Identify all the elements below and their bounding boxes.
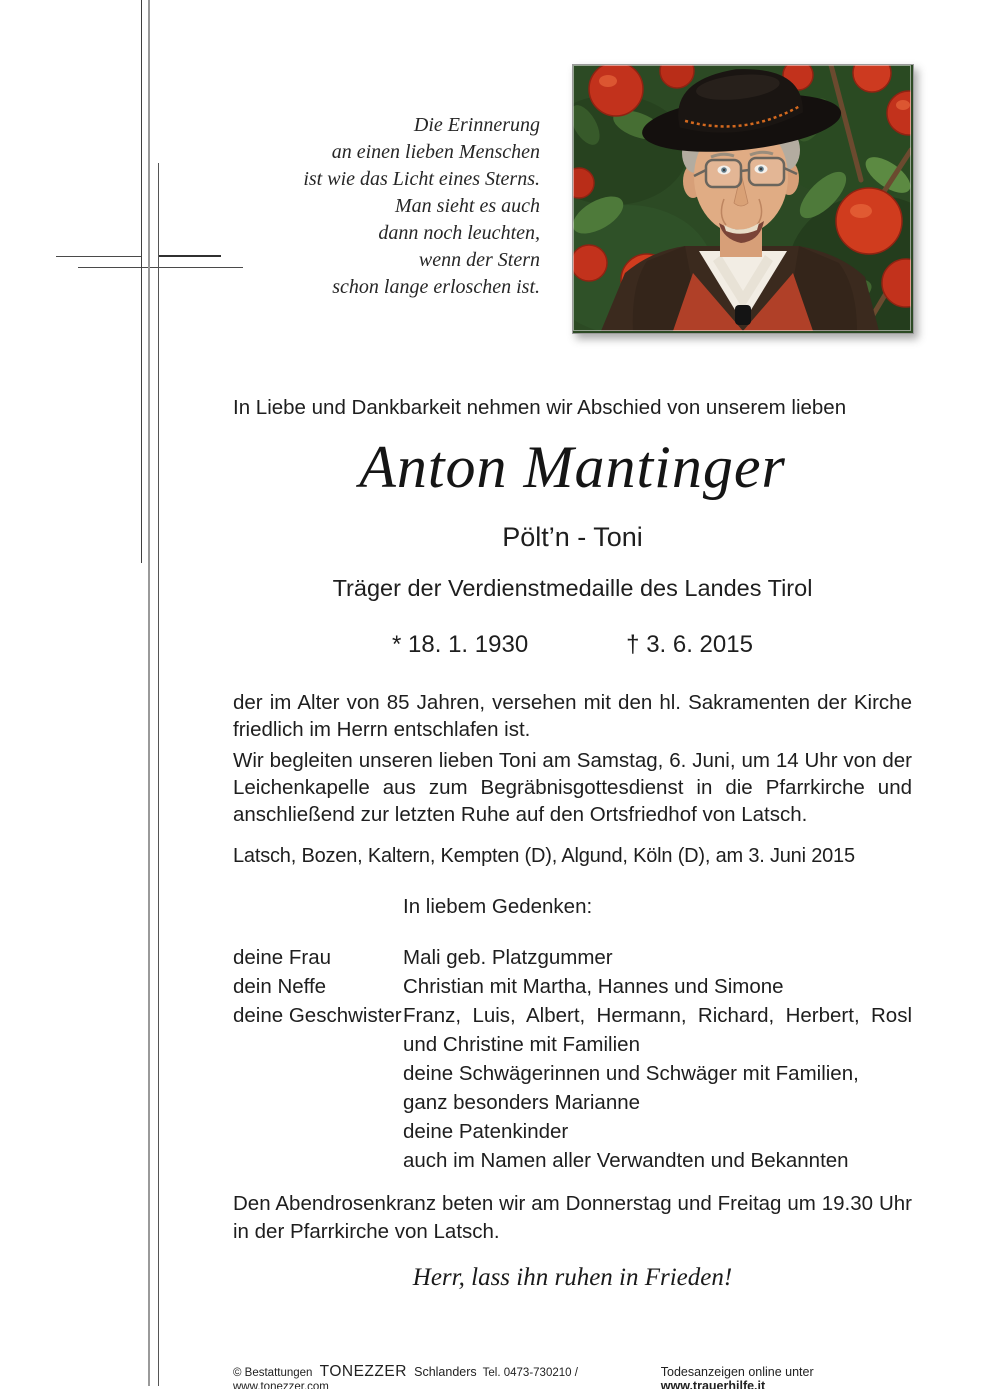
poem-line: ist wie das Licht eines Sterns. [303,168,540,190]
family-names: Mali geb. Platzgummer [403,946,613,969]
family-row [233,1146,912,1175]
life-dates [233,631,912,659]
family-relation: deine Geschwister [233,1004,402,1027]
family-relation: deine Frau [233,946,332,969]
family-names: Christian mit Martha, Hannes und Simone [403,975,784,998]
family-row [233,972,912,1001]
family-row [233,1059,912,1088]
poem-line: an einen lieben Menschen [331,141,540,163]
cross-arm-left-line [56,256,141,257]
cross-arm-right-line [159,255,221,257]
footer-copyright: © Bestattungen [233,1367,313,1379]
family-names: deine Schwägerinnen und Schwäger mit Familien, [403,1062,859,1085]
footer-contact: Tel. 0473-730210 / www.tonezzer.com [233,1367,578,1389]
footer-left [233,1363,661,1389]
family-relation [233,1146,403,1175]
footer-right [661,1365,912,1389]
intro-line: In Liebe und Dankbarkeit nehmen wir Abschied von unserem lieben [233,396,847,419]
family-row [233,1088,912,1117]
cross-vertical-accent-line [158,163,159,1386]
cross-vertical-short-line [141,0,142,563]
rosary-note: Den Abendrosenkranz beten wir am Donnerstag und Freitag um 19.30 Uhr in der Pfarrkirche von Latsch. [233,1192,912,1243]
footer-location: Schlanders [414,1365,477,1379]
family-names: ganz besonders Marianne [403,1091,641,1114]
birth-date: * 18. 1. 1930 [392,631,529,658]
family-relation: dein Neffe [233,975,327,998]
poem-line: Man sieht es auch [395,195,540,217]
family-row [233,943,912,972]
footer [233,1363,912,1389]
funeral-paragraph: Wir begleiten unseren lieben Toni am Samstag, 6. Juni, um 14 Uhr von der Leichenkapelle aus zum Begräbnisgottesdienst in die Pfarrkirche und anschließend zur letzten Ruhe auf den Ortsfriedhof von Latsch. [233,749,912,826]
footer-online-url: www.trauerhilfe.it [660,1379,766,1389]
death-date: † 3. 6. 2015 [626,631,753,658]
poem-line: schon lange erloschen ist. [332,276,540,298]
family-relation [233,1117,403,1146]
family-names: deine Patenkinder [403,1120,569,1143]
family-relation [233,1059,403,1088]
places-date-line: Latsch, Bozen, Kaltern, Kempten (D), Algund, Köln (D), am 3. Juni 2015 [233,845,855,867]
footer-online-text: Todesanzeigen online unter [660,1365,814,1379]
family-list [233,943,912,1175]
deceased-name: Anton Mantinger [359,434,786,500]
honor-line: Träger der Verdienstmedaille des Landes Tirol [332,575,813,601]
family-names: Franz, Luis, Albert, Hermann, Richard, Herbert, Rosl und Christine mit Familien [403,1004,912,1056]
footer-brand: TONEZZER [319,1363,407,1380]
closing-prayer: Herr, lass ihn ruhen in Frieden! [412,1264,733,1291]
poem-line: Die Erinnerung [413,114,540,136]
cross-vertical-double-line [148,0,150,1386]
deceased-nickname: Pölt’n - Toni [502,522,643,552]
family-row [233,1117,912,1146]
poem-line: wenn der Stern [418,249,540,271]
death-paragraph: der im Alter von 85 Jahren, versehen mit den hl. Sakramenten der Kirche friedlich im Herrn entschlafen ist. [233,691,912,741]
main-text-column [233,0,912,1389]
family-row [233,1001,912,1059]
family-relation [233,1088,403,1117]
remembrance-heading: In liebem Gedenken: [403,895,593,918]
family-names: auch im Namen aller Verwandten und Bekannten [403,1149,849,1172]
poem-line: dann noch leuchten, [378,222,540,244]
cross-arm-lower-line [78,267,243,268]
